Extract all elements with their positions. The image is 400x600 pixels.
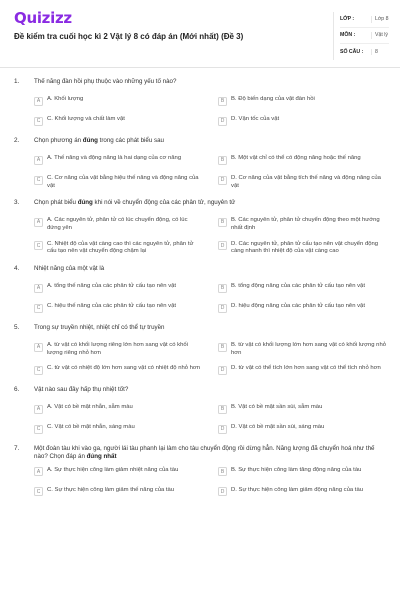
option-letter-box[interactable]: B [218,467,227,476]
option-letter-box[interactable]: D [218,241,227,250]
option-text: D. Sự thực hiện công làm giảm động năng của tàu [231,486,363,493]
meta-row-subject [340,28,389,44]
answer-option-a[interactable] [34,155,202,167]
question-number: 6. [14,386,20,394]
meta-row-question-count [340,44,389,60]
question-text [34,78,386,86]
option-text: B. tổng động năng của các phân tử cấu tạo nên vật [231,283,365,290]
question-text [34,445,386,461]
question-emphasis: đúng [77,199,93,207]
answer-options [14,155,386,190]
answer-option-c[interactable] [34,175,202,190]
answer-option-c[interactable] [34,424,202,436]
question-number: 1. [14,78,20,85]
answer-option-c[interactable] [34,365,202,377]
answer-option-c[interactable] [34,116,202,128]
answer-option-b[interactable] [218,342,386,357]
question-text [34,137,386,145]
meta-label: LỚP : [340,16,355,23]
question-header [14,386,386,398]
option-text: B. Các nguyên tử, phân tử chuyển động theo một hướng nhất định [231,217,380,232]
answer-option-a[interactable] [34,342,202,357]
option-text: A. Khối lượng [47,96,84,102]
worksheet-meta [333,12,389,60]
question-text-part: Trong sự truyền nhiệt, nhiệt chỉ có thể tự truyền [34,324,165,332]
option-text: A. Sự thực hiện công làm giảm nhiệt năng của tàu [47,466,179,473]
option-text: D. Các nguyên tử, phân tử cấu tạo nên vật chuyển động càng nhanh thì nhiệt độ của vật càng cao [231,240,379,255]
answer-option-a[interactable] [34,96,202,108]
option-text: B. Vật có bề mặt sần sùi, sẫm màu [231,404,323,411]
answer-options [14,96,386,128]
option-letter-box[interactable]: A [34,156,43,165]
question-list [0,68,400,499]
option-text: C. hiệu thế năng của các phân tử cấu tạo nên vật [47,303,177,310]
option-letter-box[interactable]: C [34,241,43,250]
option-letter-box[interactable]: A [34,97,43,106]
question-header [14,78,386,90]
option-text: D. Vận tốc của vật [231,116,280,122]
option-text: B. Sự thực hiện công làm tăng động năng của tàu [231,466,362,473]
option-letter-box[interactable]: B [218,218,227,227]
option-letter-box[interactable]: D [218,117,227,126]
option-text: A. Các nguyên tử, phân tử có lúc chuyển động, có lúc đứng yên [47,217,188,232]
option-letter-box[interactable]: D [218,487,227,496]
option-text: A. tổng thế năng của các phân tử cấu tạo nên vật [47,283,177,290]
question-text-part: Chọn phát biểu [34,199,78,207]
question-text-part: Một đoàn tàu khi vào ga, người lái tàu phanh lại làm cho tàu chuyển động rồi dừng hẳn. Năng lượng đã chuyển hoá như thế nào? Chọn đáp án [34,445,375,461]
answer-option-b[interactable] [218,155,386,167]
answer-option-a[interactable] [34,467,202,479]
answer-option-d[interactable] [218,487,386,499]
answer-option-d[interactable] [218,424,386,436]
meta-label: MÔN : [340,32,356,39]
question-5 [14,324,386,377]
answer-option-b[interactable] [218,217,386,232]
question-header [14,445,386,461]
question-text-part: Thế năng đàn hồi phụ thuộc vào những yếu tố nào? [34,78,177,85]
option-letter-box[interactable]: D [218,366,227,375]
question-text-part: Nhiệt năng của một vật là [34,265,105,273]
question-text-part: Vật nào sau đây hấp thụ nhiệt tốt? [34,386,129,394]
question-header [14,265,386,277]
meta-value: Lớp 8 [371,16,389,23]
meta-value: Vật lý [371,32,389,39]
question-number: 5. [14,324,20,332]
option-letter-box[interactable]: A [34,343,43,352]
quizizz-logo: Quizizz [14,9,72,27]
question-2 [14,137,386,190]
option-letter-box[interactable]: D [218,425,227,434]
option-text: C. Vật có bề mặt nhẵn, sáng màu [47,424,135,431]
option-text: D. Vật có bề mặt sần sùi, sáng màu [231,424,325,431]
question-1 [14,78,386,128]
option-letter-box[interactable]: D [218,176,227,185]
option-letter-box[interactable]: C [34,304,43,313]
answer-option-b[interactable] [218,283,386,295]
option-text: B. Độ biến dạng của vật đàn hồi [231,96,315,102]
meta-value: 8 [371,49,389,56]
question-text [34,199,386,207]
meta-label: SỐ CÂU : [340,48,364,55]
option-letter-box[interactable]: B [218,284,227,293]
option-text: D. hiệu động năng của các phân tử cấu tạo nên vật [231,303,365,310]
answer-option-c[interactable] [34,241,202,256]
option-letter-box[interactable]: C [34,366,43,375]
answer-options [14,404,386,436]
question-3 [14,199,386,256]
answer-option-c[interactable] [34,487,202,499]
option-text: C. Khối lượng và chất làm vật [47,116,125,122]
answer-options [14,467,386,499]
answer-option-d[interactable] [218,303,386,315]
question-text [34,324,386,332]
option-letter-box[interactable]: A [34,284,43,293]
option-letter-box[interactable]: B [218,405,227,414]
answer-option-b[interactable] [218,96,386,108]
option-text: A. từ vật có khối lượng riêng lớn hơn sang vật có khối lượng riêng nhỏ hơn [47,342,188,356]
option-letter-box[interactable]: C [34,176,43,185]
question-7 [14,445,386,499]
question-text [34,386,386,394]
option-letter-box[interactable]: C [34,487,43,496]
question-number: 3. [14,199,20,207]
question-text-part: khi nói về chuyển động của các phân tử, nguyên tử [92,199,236,207]
question-text [34,265,386,273]
option-letter-box[interactable]: D [218,304,227,313]
question-text-part: trong các phát biểu sau [97,137,164,144]
option-letter-box[interactable]: A [34,467,43,476]
question-text-part: Chọn phương án [34,137,83,144]
worksheet-header [0,0,400,68]
option-letter-box[interactable]: B [218,156,227,165]
option-letter-box[interactable]: B [218,343,227,352]
answer-option-a[interactable] [34,404,202,416]
option-text: C. Sự thực hiện công làm giảm thế năng của tàu [47,486,175,493]
worksheet-title: Đề kiểm tra cuối học kì 2 Vật lý 8 có đáp án (Mới nhất) (Đề 3) [14,32,244,41]
question-header [14,137,386,149]
answer-option-a[interactable] [34,217,202,232]
option-text: D. từ vật có thể tích lớn hơn sang vật có thể tích nhỏ hơn [231,365,381,372]
meta-row-class [340,12,389,28]
answer-option-d[interactable] [218,365,386,377]
option-text: C. Nhiệt độ của vật càng cao thì các nguyên tử, phân tử cấu tạo nên vật chuyển động chậm lại [47,240,194,255]
question-emphasis: đúng nhất [86,453,117,461]
answer-option-b[interactable] [218,404,386,416]
question-emphasis: đúng [82,137,98,144]
answer-option-d[interactable] [218,241,386,256]
option-letter-box[interactable]: C [34,425,43,434]
option-text: C. Cơ năng của vật bằng hiệu thế năng và động năng của vật [47,175,199,189]
answer-options [14,217,386,256]
option-letter-box[interactable]: A [34,218,43,227]
question-header [14,199,386,211]
answer-options [14,283,386,315]
option-letter-box[interactable]: A [34,405,43,414]
question-number: 4. [14,265,20,273]
answer-option-a[interactable] [34,283,202,295]
answer-options [14,342,386,377]
answer-option-b[interactable] [218,467,386,479]
question-6 [14,386,386,436]
option-text: A. Vật có bề mặt nhẵn, sẫm màu [47,404,133,411]
answer-option-d[interactable] [218,116,386,128]
question-number: 2. [14,137,20,144]
question-4 [14,265,386,315]
option-letter-box[interactable]: B [218,97,227,106]
answer-option-c[interactable] [34,303,202,315]
question-number: 7. [14,445,20,453]
option-text: A. Thế năng và động năng là hai dạng của cơ năng [47,155,182,161]
answer-option-d[interactable] [218,175,386,190]
option-text: D. Cơ năng của vật bằng tích thế năng và động năng của vật [231,175,381,189]
option-text: B. từ vật có khối lượng lớn hơn sang vật có khối lượng nhỏ hơn [231,342,386,356]
option-text: B. Một vật chỉ có thể có động năng hoặc thế năng [231,155,361,161]
option-letter-box[interactable]: C [34,117,43,126]
option-text: C. từ vật có nhiệt độ lớn hơn sang vật có nhiệt độ nhỏ hơn [47,365,201,372]
question-header [14,324,386,336]
